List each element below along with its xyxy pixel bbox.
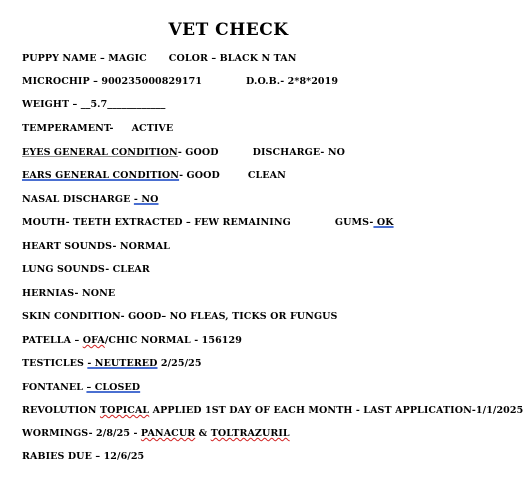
wormings-toltrazuril: TOLTRAZURIL xyxy=(210,428,290,439)
page-title: VET CHECK xyxy=(168,20,289,40)
ears-label: EARS GENERAL CONDITION xyxy=(22,170,180,181)
patella-ofa: OFA xyxy=(82,335,105,346)
nasal-row xyxy=(22,194,159,205)
dob: D.O.B.- 2*8*2019 xyxy=(246,76,339,87)
ears-value: - GOOD xyxy=(179,170,220,181)
eyes-row xyxy=(22,147,345,158)
fontanel-label: FONTANEL xyxy=(22,382,87,393)
microchip: MICROCHIP – 900235000829171 xyxy=(22,76,203,87)
nasal-value: - NO xyxy=(133,194,159,205)
hernias: HERNIAS- NONE xyxy=(22,288,116,299)
nasal-label: NASAL DISCHARGE xyxy=(22,194,134,205)
temperament-label: TEMPERAMENT- xyxy=(22,123,114,134)
eyes-value: - GOOD xyxy=(177,147,219,158)
temperament-value: ACTIVE xyxy=(131,123,174,134)
weight: WEIGHT – __5.7____________ xyxy=(22,99,166,110)
rabies-row xyxy=(22,451,144,462)
eyes-label: EYES GENERAL CONDITION xyxy=(22,147,178,158)
revolution-row xyxy=(22,405,523,416)
puppy-name: PUPPY NAME – MAGIC xyxy=(22,53,147,64)
revolution-topical: TOPICAL xyxy=(99,405,150,416)
color: COLOR – BLACK N TAN xyxy=(168,53,297,64)
hernias-row xyxy=(22,288,115,299)
puppy-name-row xyxy=(22,53,297,64)
wormings-amp: & xyxy=(195,428,211,439)
heart-sounds: HEART SOUNDS- NORMAL xyxy=(22,241,170,252)
microchip-row xyxy=(22,76,338,87)
gums-label: GUMS- xyxy=(334,217,374,228)
patella-prefix: PATELLA – xyxy=(22,335,83,346)
wormings-panacur: PANACUR xyxy=(140,428,196,439)
gums-value: OK xyxy=(373,217,394,228)
wormings-row xyxy=(22,428,290,439)
testicles-label: TESTICLES xyxy=(22,358,88,369)
revolution-rest: APPLIED 1ST DAY OF EACH MONTH - LAST APPLICATION-1/1/2025 xyxy=(149,405,523,416)
lung-sounds: LUNG SOUNDS- CLEAR xyxy=(22,264,150,275)
skin-condition: SKIN CONDITION- GOOD– NO FLEAS, TICKS OR FUNGUS xyxy=(22,311,338,322)
revolution-prefix: REVOLUTION xyxy=(22,405,100,416)
eyes-discharge: DISCHARGE- NO xyxy=(252,147,345,158)
mouth: MOUTH- TEETH EXTRACTED – FEW REMAINING xyxy=(22,217,291,228)
mouth-row xyxy=(22,217,394,228)
temperament-row xyxy=(22,123,173,134)
testicles-row xyxy=(22,358,202,369)
patella-rest: /CHIC NORMAL - 156129 xyxy=(104,335,242,346)
heart-row xyxy=(22,241,170,252)
ears-row xyxy=(22,170,286,181)
ears-clean: CLEAN xyxy=(247,170,286,181)
fontanel-value: – CLOSED xyxy=(86,382,141,393)
testicles-date: 2/25/25 xyxy=(157,358,202,369)
patella-row xyxy=(22,335,242,346)
skin-row xyxy=(22,311,338,322)
lung-row xyxy=(22,264,150,275)
fontanel-row xyxy=(22,382,140,393)
wormings-prefix: WORMINGS- 2/8/25 - xyxy=(22,428,141,439)
rabies-due: RABIES DUE – 12/6/25 xyxy=(22,451,145,462)
testicles-value: - NEUTERED xyxy=(87,358,158,369)
weight-row xyxy=(22,99,166,110)
